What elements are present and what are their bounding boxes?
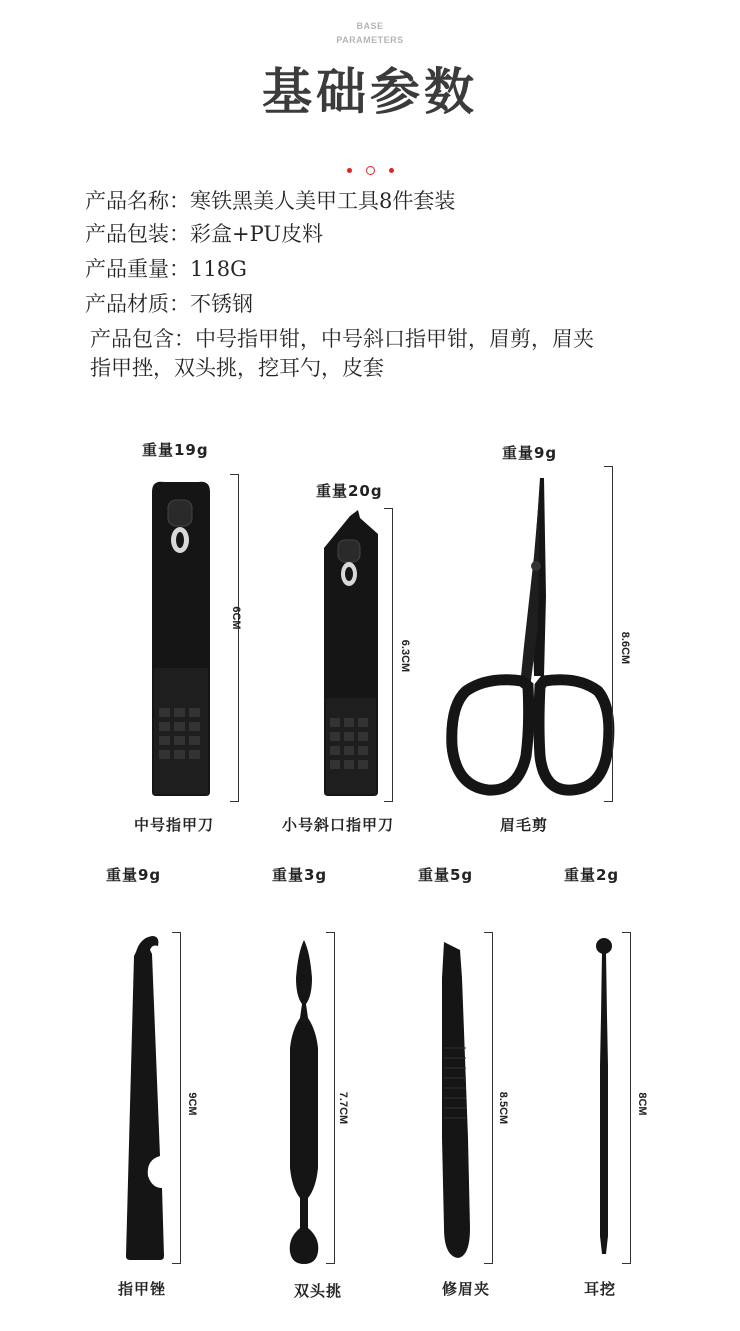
param-contents: 产品包含：中号指甲钳，中号斜口指甲钳，眉剪，眉夹 bbox=[90, 327, 594, 351]
tool-name: 耳挖 bbox=[584, 1280, 617, 1298]
dot-icon bbox=[347, 168, 352, 173]
eyebrow-scissors-image bbox=[448, 476, 614, 802]
dimension-bracket bbox=[604, 466, 613, 802]
dimension-label: 8.5CM bbox=[497, 1091, 509, 1125]
tool-name: 修眉夹 bbox=[442, 1280, 491, 1298]
nail-clipper-image bbox=[150, 478, 212, 798]
param-material: 产品材质：不锈钢 bbox=[85, 292, 253, 316]
tool-weight: 重量3g bbox=[272, 866, 328, 884]
tool-name: 双头挑 bbox=[294, 1282, 343, 1300]
tool-name: 小号斜口指甲刀 bbox=[282, 816, 395, 834]
dot-icon bbox=[389, 168, 394, 173]
dimension-bracket bbox=[622, 932, 631, 1264]
dimension-bracket bbox=[230, 474, 239, 802]
page-title: 基础参数 bbox=[262, 63, 478, 121]
title-divider-dots bbox=[0, 160, 740, 179]
double-ended-picker-image bbox=[282, 938, 326, 1268]
param-contents-cont: 指甲挫，双头挑，挖耳勺，皮套 bbox=[90, 356, 384, 380]
dimension-bracket bbox=[172, 932, 181, 1264]
tool-weight: 重量19g bbox=[142, 441, 209, 459]
slant-nail-clipper-image bbox=[320, 508, 382, 798]
eyebrow-parameters: PARAMETERS bbox=[336, 35, 404, 45]
tool-name: 中号指甲刀 bbox=[134, 816, 215, 834]
tool-name: 指甲锉 bbox=[118, 1280, 167, 1298]
tool-weight: 重量9g bbox=[502, 444, 558, 462]
tool-name: 眉毛剪 bbox=[500, 816, 549, 834]
tool-weight: 重量2g bbox=[564, 866, 620, 884]
tweezers-image bbox=[436, 938, 476, 1262]
dimension-bracket bbox=[384, 508, 393, 802]
ear-pick-image bbox=[592, 936, 618, 1258]
param-packaging: 产品包装：彩盒+PU皮料 bbox=[85, 222, 324, 246]
nail-file-image bbox=[122, 934, 166, 1262]
dimension-label: 7.7CM bbox=[337, 1091, 349, 1125]
tool-weight: 重量9g bbox=[106, 866, 162, 884]
eyebrow-base: BASE bbox=[356, 21, 384, 31]
tool-weight: 重量5g bbox=[418, 866, 474, 884]
param-weight: 产品重量：118G bbox=[85, 257, 247, 281]
dimension-label: 8.6CM bbox=[619, 631, 631, 665]
param-product-name: 产品名称：寒铁黑美人美甲工具8件套装 bbox=[85, 189, 456, 213]
dimension-label: 6CM bbox=[230, 606, 242, 630]
ring-dot-icon bbox=[366, 166, 375, 175]
dimension-label: 8CM bbox=[636, 1092, 648, 1116]
dimension-label: 6.3CM bbox=[399, 639, 411, 673]
dimension-bracket bbox=[326, 932, 335, 1264]
dimension-label: 9CM bbox=[186, 1092, 198, 1116]
dimension-bracket bbox=[484, 932, 493, 1264]
tool-weight: 重量20g bbox=[316, 482, 383, 500]
